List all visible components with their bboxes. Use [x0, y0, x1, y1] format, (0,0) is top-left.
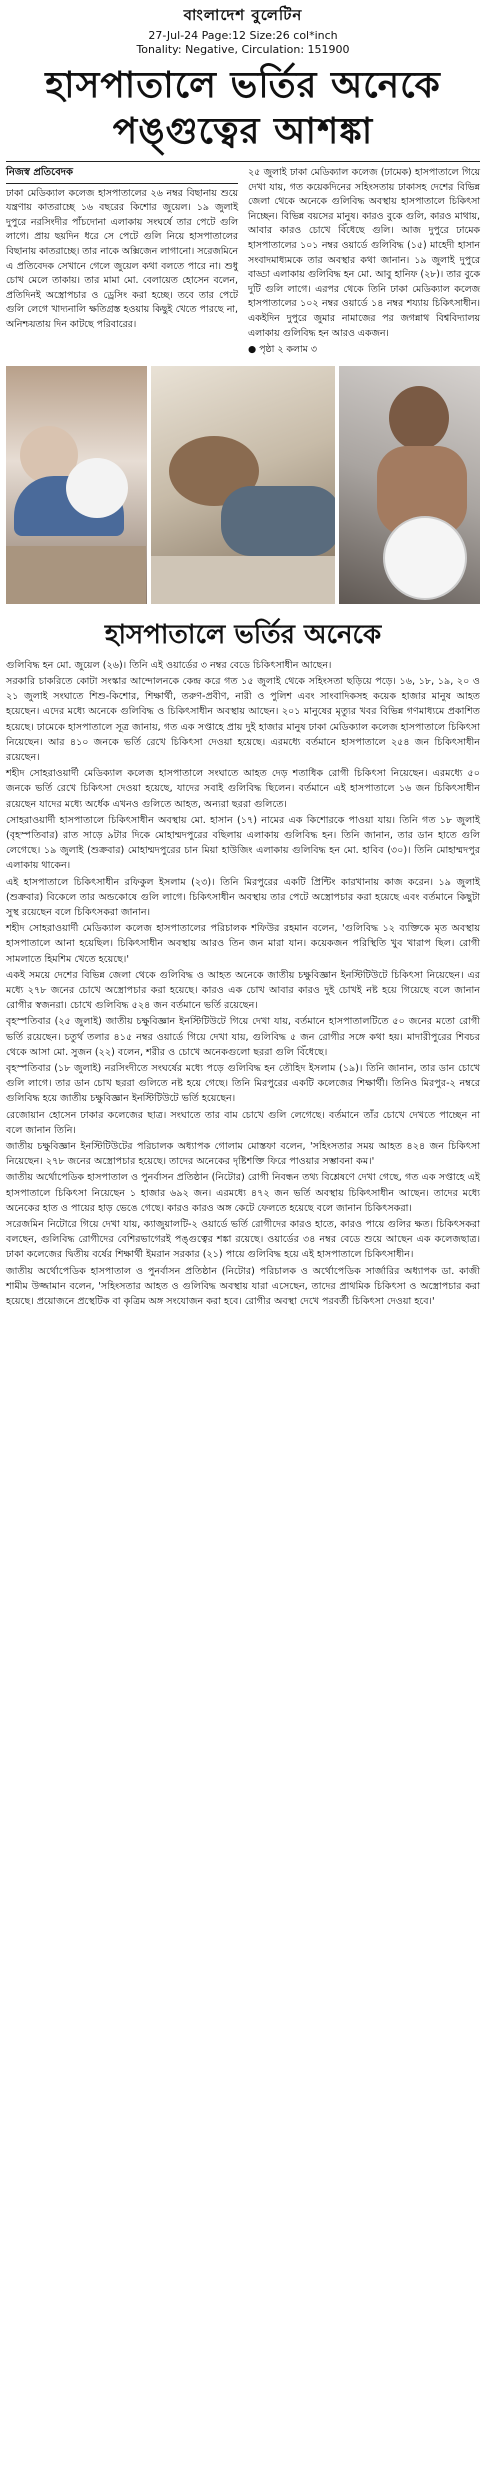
clip-tonality-circulation: Tonality: Negative, Circulation: 151900	[136, 43, 350, 56]
column-left-text: ঢাকা মেডিক্যাল কলেজ হাসপাতালের ২৬ নম্বর বিছানায় শুয়ে যন্ত্রণায় কাতরাচ্ছে ১৬ বছরের কিশোর জুয়েল। ১৯ জুলাই দুপুরে নরসিংদীর পাঁচদোনা এলাকায় সংঘর্ষে তার পেটে গুলি লাগে। প্রায় ছয়দিন ধরে সে পেটে গুলি নিয়ে হাসপাতালের বিছানায় কাতরাচ্ছে। তার নাকে অক্সিজেন লাগানো। সরেজমিনে এ প্রতিবেদক সেখানে গেলে জুয়েল কথা বলতে পারে না। শুধু চোখ মেলে তাকায়। তার মামা মো. বেলায়েত হোসেন বলেন, প্রতিদিনই অস্ত্রোপচার ও ড্রেসিং করা হচ্ছে। তবে তার পেটে গুলি লেগে খাদ্যনালি ক্ষতিগ্রস্ত হওয়ায় কিছুই খেতে পারছে না, অনিশ্চয়তায় দিন কাটছে পরিবারের।	[6, 187, 238, 330]
paragraph: রেজোয়ান হোসেন ঢাকার কলেজের ছাত্র। সংঘাতে তার বাম চোখে গুলি লেগেছে। বর্তমানে তাঁর চোখে দেখতে পাচ্ছেন না বলে জানান তিনি।	[6, 1109, 480, 1136]
paragraph: জাতীয় অর্থোপেডিক হাসপাতাল ও পুনর্বাসন প্রতিষ্ঠান (নিটোর) পরিচালক ও অর্থোপেডিক সার্জারির অধ্যাপক ডা. কাজী শামীম উজ্জামান বলেন, 'সহিংসতার আহত ও গুলিবিদ্ধ অবস্থায় যারা এসেছেন, তাদের প্রাথমিক চিকিৎসা ও অস্ত্রোপচার করা হয়েছে। প্রয়োজনে প্রস্থেটিক বা কৃত্রিম অঙ্গ সংযোজন করা হবে। রোগীর অবস্থা দেখে পরবর্তী চিকিৎসা দেওয়া হবে।'	[6, 1265, 480, 1308]
paragraph: সরকারি চাকরিতে কোটা সংস্কার আন্দোলনকে কেন্দ্র করে গত ১৫ জুলাই থেকে সহিংসতা ছড়িয়ে পড়ে। ১৬, ১৮, ১৯, ২০ ও ২১ জুলাই সংঘাতে শিশু-কিশোর, শিক্ষার্থী, তরুণ-প্রবীণ, নারী ও পুলিশ এবং সাংবাদিকসহ কয়েক হাজার মানুষ আহত হয়েছেন। এদের মধ্যে অনেকে গুলিবিদ্ধ ও চিকিৎসাধীন অবস্থায় আছেন। ২০১ মানুষের মৃত্যুর খবর বিভিন্ন গণমাধ্যমে প্রকাশিত হয়েছে। ঢামেকে হাসপাতালে সূত্র জানায়, গত এক সপ্তাহে প্রায় দুই হাজার মানুষ ঢাকা মেডিক্যাল কলেজ হাসপাতালে চিকিৎসা নিয়েছেন। আর ৪১০ জনকে ভর্তি রেখে চিকিৎসা দেওয়া হয়েছে। এরমধ্যে বর্তমানে হাসপাতালে ২৫৪ জন চিকিৎসাধীন রয়েছেন।	[6, 675, 480, 763]
jump-line: ● পৃষ্ঠা ২ কলাম ৩	[248, 344, 317, 356]
paragraph: এই হাসপাতালে চিকিৎসাধীন রফিকুল ইসলাম (২৩)। তিনি মিরপুরের একটি প্রিন্টিং কারখানায় কাজ করেন। ১৯ জুলাই (শুক্রবার) বিকেলে তার অন্ডকোষে গুলি লাগে। চিকিৎসাধীন অবস্থায় তার পেটে অস্ত্রোপচার করা হয়েছে এবং বর্তমানে কিছুটা সুস্থ রয়েছেন বলে চিকিৎসকরা জানান।	[6, 876, 480, 918]
photo-strip	[6, 366, 480, 604]
paragraph: বৃহস্পতিবার (২৫ জুলাই) জাতীয় চক্ষুবিজ্ঞান ইনস্টিটিউটে গিয়ে দেখা যায়, বর্তমানে হাসপাতালটিতে ৫০ জনের মতো রোগী ভর্তি রয়েছেন। চতুর্থ তলার ৪১৫ নম্বর ওয়ার্ডে গিয়ে দেখা যায়, গুলিবিদ্ধ ৫ জন রোগীর সঙ্গে কথা হয়। মাদারীপুরের শিবচর থেকে আসা মো. সুজন (২২) বলেন, শরীর ও চোখে অনেকগুলো ছররা গুলি বিঁধেছে।	[6, 1016, 480, 1058]
clip-date-page: 27-Jul-24 Page:12 Size:26 col*inch	[148, 29, 338, 42]
paragraph: গুলিবিদ্ধ হন মো. জুয়েল (২৬)। তিনি এই ওয়ার্ডের ৩ নম্বর বেডে চিকিৎসাধীন আছেন।	[6, 659, 332, 671]
column-right-text: ২৫ জুলাই ঢাকা মেডিক্যাল কলেজ (ঢামেক) হাসপাতালে গিয়ে দেখা যায়, গত কয়েকদিনের সহিংসতায় ঢাকাসহ দেশের বিভিন্ন জেলা থেকে অনেকে গুলিবিদ্ধ অবস্থায় হাসপাতালে চিকিৎসা নিচ্ছেন। বিভিন্ন বয়সের মানুষ। কারও বুকে গুলি, কারও মাথায়, আবার কারও চোখে বিঁধেছে গুলি। আজ দুপুরে ঢামেক হাসপাতালের ১০১ নম্বর ওয়ার্ডে গুলিবিদ্ধ (১৫) মাহেদী হাসান সংবাদমাধ্যমকে তার অবস্থার কথা জানান। ১৯ জুলাই দুপুরে বাড্ডা এলাকায় গুলিবিদ্ধ হন মো. আবু হানিফ (২৮)। তার বুকে দুটি গুলি লাগে। এরপর থেকে তিনি ঢাকা মেডিক্যাল কলেজ হাসপাতালের ১০২ নম্বর ওয়ার্ডে ১৪ নম্বর শয্যায় চিকিৎসাধীন। একইদিন দুপুরে জুমার নামাজের পর জগন্নাথ বিশ্ববিদ্যালয় এলাকায় গুলিবিদ্ধ হন আরও একজন।	[248, 167, 480, 339]
jump-text: পৃষ্ঠা ২ কলাম ৩	[259, 344, 317, 356]
column-right	[248, 166, 480, 358]
photo-injured-boy	[339, 366, 480, 604]
paragraph: শহীদ সোহরাওয়ার্দী মেডিক্যাল কলেজ হাসপাতালে সংঘাতে আহত দেড় শতাধিক রোগী চিকিৎসা নিয়েছেন। এরমধ্যে ৫০ জনকে ভর্তি রেখে চিকিৎসা দেওয়া হয়েছে, যাদের সবাই গুলিবিদ্ধ ছিলেন। বর্তমানে এই হাসপাতালে ১৬ জন চিকিৎসাধীন রয়েছেন যাদের মধ্যে অর্ধেক এখনও গুলিতে আহত, অন্যরা ছররা গুলিতে।	[6, 768, 480, 810]
paragraph: সোহরাওয়ার্দী হাসপাতালে চিকিৎসাধীন অবস্থায় মো. হাসান (১৭) নামের এক কিশোরকে পাওয়া যায়। তিনি গত ১৮ জুলাই (বৃহস্পতিবার) রাত সাড়ে ৯টার দিকে মোহাম্মদপুরের বছিলায় এলাকায় গুলিবিদ্ধ হন। তিনি জানান, তার ডান হাতে গুলি লেগেছে। ১৯ জুলাই (শুক্রবার) মোহাম্মদপুরের চান মিয়া হাউজিং এলাকায় গুলিবিদ্ধ হন মো. হাবিব (৩০)। তিনি মোহাম্মদপুর এলাকায় থাকেন।	[6, 814, 480, 872]
paragraph: জাতীয় চক্ষুবিজ্ঞান ইনস্টিটিউটের পরিচালক অধ্যাপক গোলাম মোস্তফা বলেন, 'সহিংসতার সময় আহত ৪২৪ জন চিকিৎসা নিয়েছেন। ২৭৮ জনের অস্ত্রোপচার হয়েছে। তাদের অনেকের দৃষ্টিশক্তি ফিরে পাওয়ার সম্ভাবনা কম।'	[6, 1141, 480, 1168]
photo-patient-bed	[151, 366, 335, 604]
article-body	[6, 658, 480, 1310]
photo-patient-bandaged	[6, 366, 147, 604]
byline: নিজস্ব প্রতিবেদক	[6, 166, 238, 184]
paragraph: জাতীয় অর্থোপেডিক হাসপাতাল ও পুনর্বাসন প্রতিষ্ঠান (নিটোর) রোগী নিবন্ধন তথ্য বিশ্লেষণে দেখা গেছে, গত এক সপ্তাহে এই হাসপাতালে চিকিৎসা নিয়েছেন ১ হাজার ৬৯২ জন। এরমধ্যে ৪৭২ জন ভর্তি অবস্থায় চিকিৎসাধীন আছেন। তাদের মধ্যে অনেকের হাত ও পায়ের হাড় ভেঙে গেছে। কারও কারও অঙ্গ কেটে ফেলতে হয়েছে বলে জানান চিকিৎসকরা।	[6, 1172, 480, 1214]
intro-columns	[6, 166, 480, 358]
headline-rule	[6, 161, 480, 162]
newspaper-logo: বাংলাদেশ বুলেটিন	[183, 6, 303, 24]
paragraph: সরেজমিন নিটোরে গিয়ে দেখা যায়, ক্যাজুয়ালটি-২ ওয়ার্ডে ভর্তি রোগীদের কারও হাতে, কারও পায়ে গুলির ক্ষত। চিকিৎসকরা বলছেন, গুলিবিদ্ধ রোগীদের বেশিরভাগেরই পঙ্গুত্বের শঙ্কা রয়েছে। ওয়ার্ডের ৩৪ নম্বর বেডে শুয়ে আছেন এক কলেজছাত্র। ঢাকা কলেজের দ্বিতীয় বর্ষের শিক্ষার্থী ইমরান সরকার (২১) পায়ে গুলিবিদ্ধ হয়ে এই হাসপাতালে চিকিৎসাধীন।	[6, 1219, 480, 1261]
paragraph: একই সময়ে দেশের বিভিন্ন জেলা থেকে গুলিবিদ্ধ ও আহত অনেকে জাতীয় চক্ষুবিজ্ঞান ইনস্টিটিউটে চিকিৎসা নিয়েছেন। এর মধ্যে ২৭৮ জনের চোখে অস্ত্রোপচার করা হয়েছে। কারও এক চোখ আবার কারও দুই চোখই নষ্ট হয়ে গিয়েছে বলে জানান রোগীর স্বজনরা। চোখে গুলিবিদ্ধ ৫২৪ জন বর্তমানে ভর্তি রয়েছেন।	[6, 969, 480, 1012]
column-left	[6, 166, 238, 358]
paragraph: শহীদ সোহরাওয়ার্দী মেডিক্যাল কলেজ হাসপাতালের পরিচালক শফিউর রহমান বলেন, 'গুলিবিদ্ধ ১২ ব্যক্তিকে মৃত অবস্থায় হাসপাতালে আনা হয়েছিল। চিকিৎসাধীন অবস্থায় আরও তিন জন মারা যান। কয়েকজন পরিস্থিতি খুব খারাপ ছিল। রোগী সামলাতে হিমশিম খেতে হয়েছে।'	[6, 923, 480, 965]
paragraph: বৃহস্পতিবার (১৮ জুলাই) নরসিংদীতে সংঘর্ষের মধ্যে পড়ে গুলিবিদ্ধ হন তৌহিদ ইসলাম (১৯)। তিনি জানান, তার ডান চোখে গুলি লাগে। তার ডান চোখ ছররা গুলিতে নষ্ট হয়ে গেছে। তিনি মিরপুরের একটি কলেজের শিক্ষার্থী। তিনিও মিরপুর-২ নম্বরে গুলিবিদ্ধ হয়ে জাতীয় চক্ষুবিজ্ঞান ইনস্টিটিউটে ভর্তি হয়েছেন।	[6, 1063, 480, 1105]
masthead	[0, 0, 486, 57]
continuation-headline: হাসপাতালে ভর্তির অনেকে	[104, 619, 382, 650]
headline: হাসপাতালে ভর্তির অনেকে পঙ্গুত্বের আশঙ্কা	[45, 65, 441, 152]
